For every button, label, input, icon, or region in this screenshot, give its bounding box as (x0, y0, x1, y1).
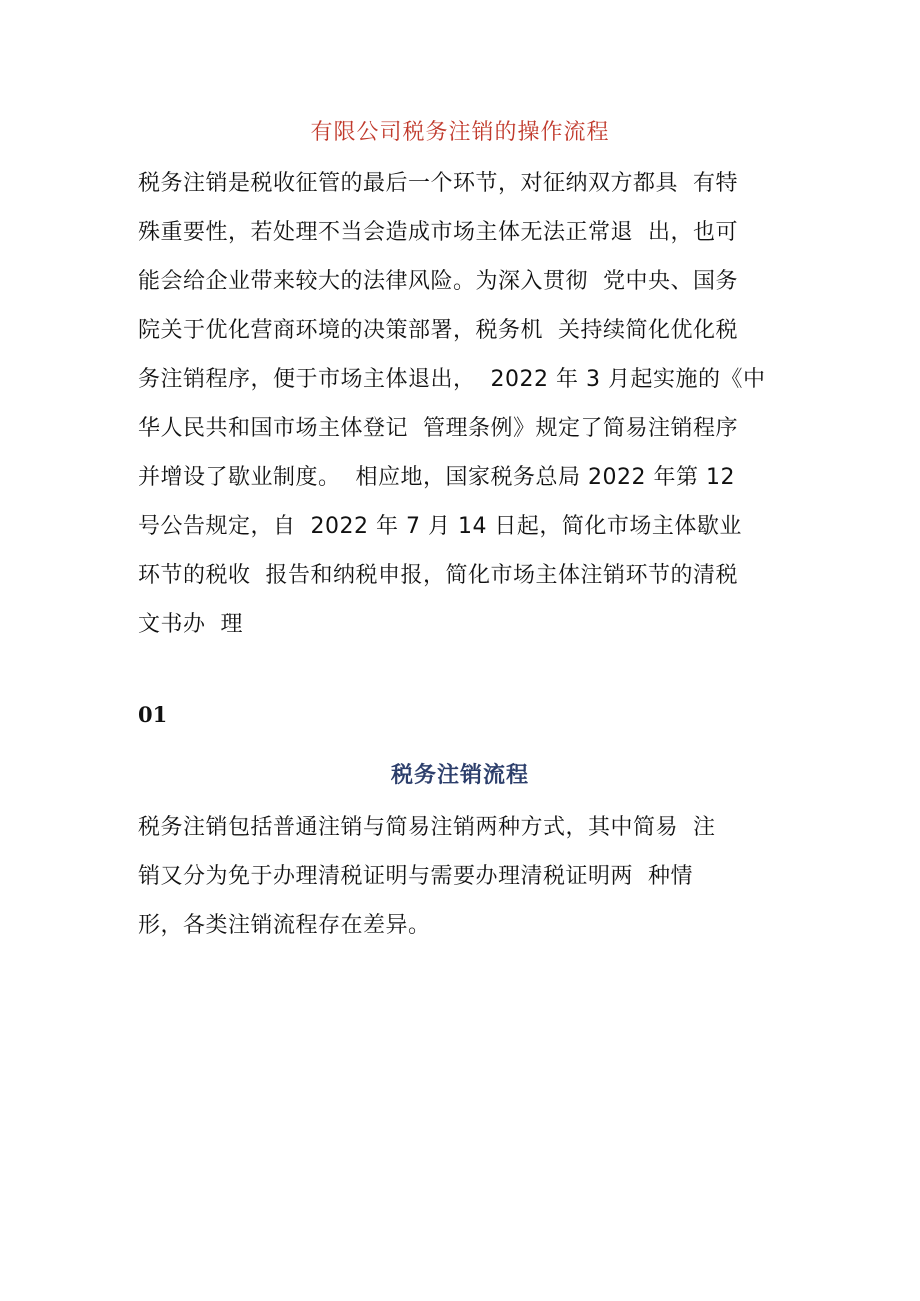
section-line: 销又分为免于办理清税证明与需要办理清税证明两 种情 (138, 864, 693, 889)
intro-line: 环节的税收 报告和纳税申报，简化市场主体注销环节的清税 (138, 563, 738, 588)
document-title: 有限公司税务注销的操作流程 (310, 120, 610, 145)
section-line: 形，各类注销流程存在差异。 (138, 913, 431, 938)
intro-line: 务注销程序，便于市场主体退出， 2022 年 3 月起实施的《中 (138, 367, 766, 392)
section-paragraph (138, 803, 788, 950)
intro-line: 号公告规定，自 2022 年 7 月 14 日起，简化市场主体歇业 (138, 514, 742, 539)
intro-line: 院关于优化营商环境的决策部署，税务机 关持续简化优化税 (138, 318, 738, 343)
intro-line: 并增设了歇业制度。 相应地，国家税务总局 2022 年第 12 (138, 465, 735, 490)
intro-line: 能会给企业带来较大的法律风险。为深入贯彻 党中央、国务 (138, 269, 738, 294)
intro-line: 殊重要性，若处理不当会造成市场主体无法正常退 出，也可 (138, 220, 738, 245)
intro-line: 华人民共和国市场主体登记 管理条例》规定了简易注销程序 (138, 416, 738, 441)
section-title: 税务注销流程 (390, 763, 529, 788)
intro-line: 税务注销是税收征管的最后一个环节，对征纳双方都具 有特 (138, 171, 738, 196)
section-number: 01 (138, 702, 168, 727)
intro-paragraph (138, 159, 788, 649)
section-line: 税务注销包括普通注销与简易注销两种方式，其中简易 注 (138, 815, 716, 840)
intro-line: 文书办 理 (138, 612, 243, 637)
